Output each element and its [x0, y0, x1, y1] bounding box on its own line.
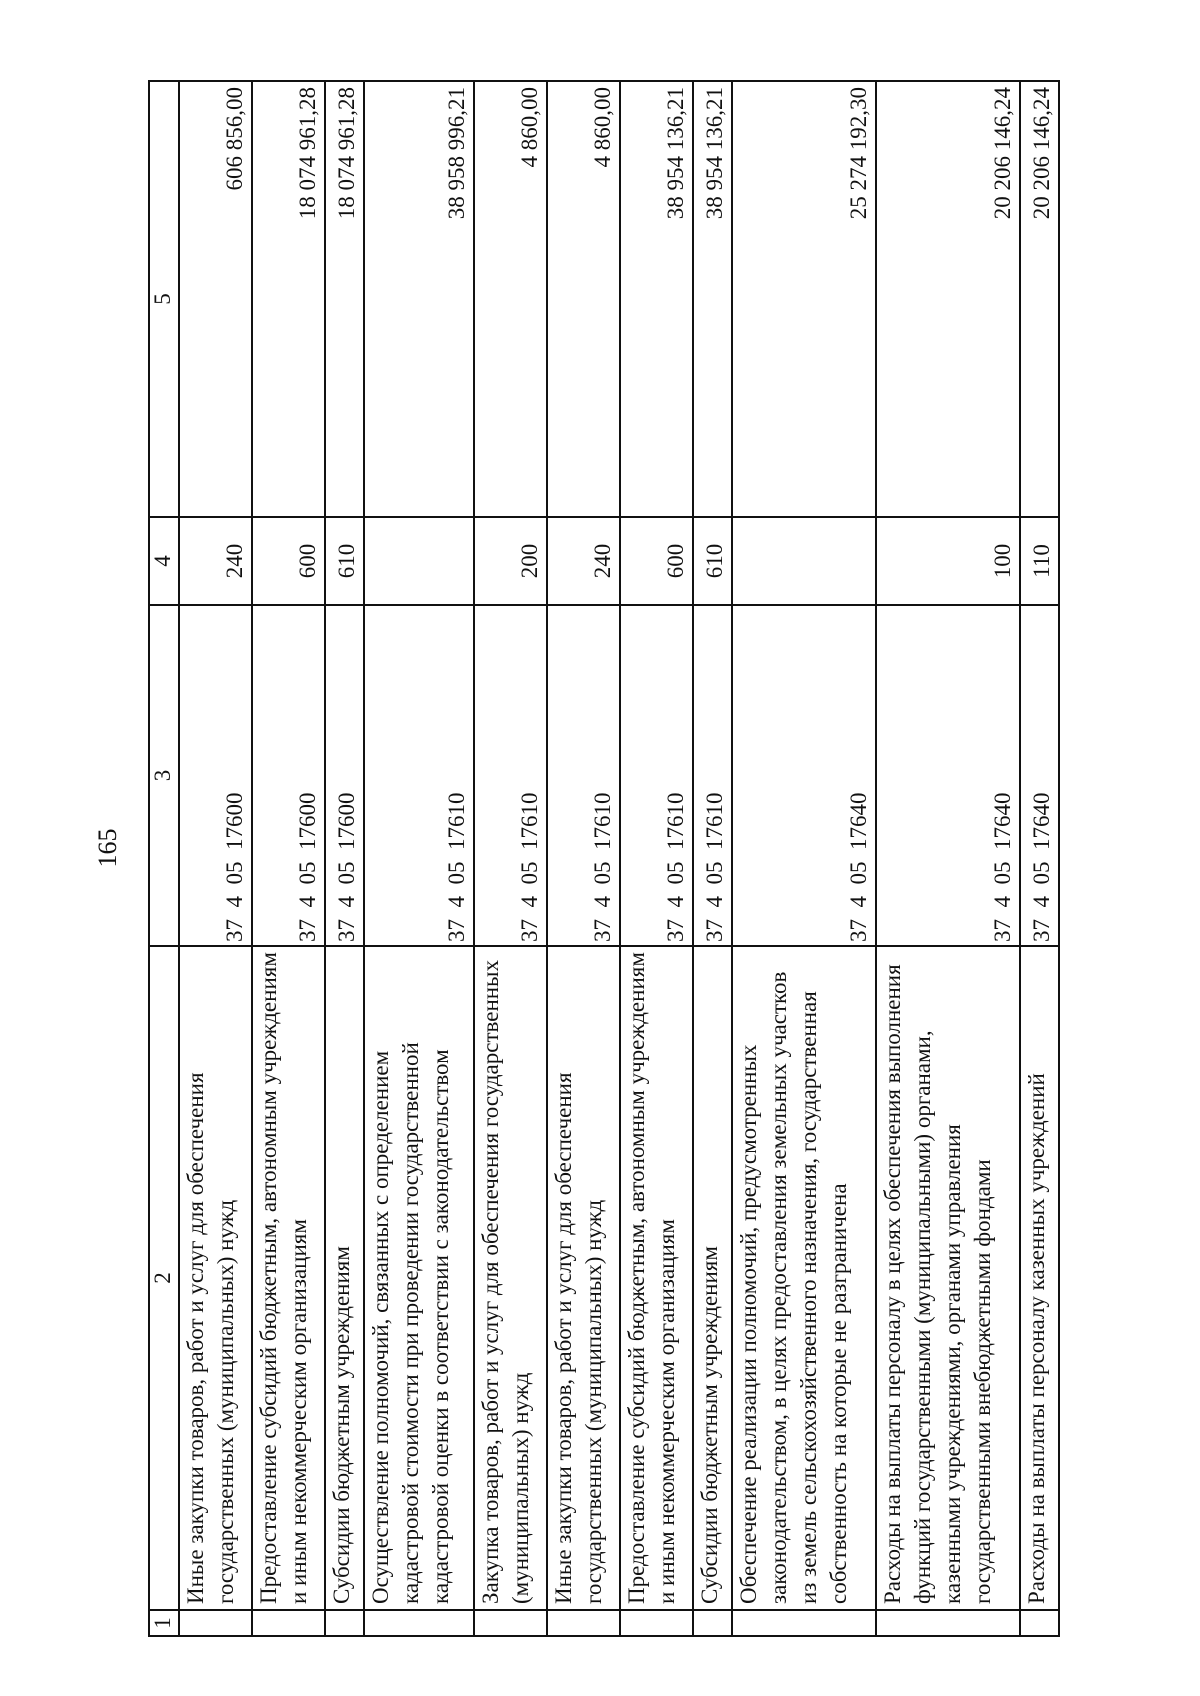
row-name: Расходы на выплаты персоналу в целях обеспечения выполнения функций государственными (муниципальными) органами, казенными учреждениями, органами управления государственными внебюджетными фондами — [876, 946, 1020, 1610]
row-type: 200 — [474, 517, 547, 605]
row-code: 37 4 05 17610 — [474, 605, 547, 946]
row-code: 37 4 05 17640 — [876, 605, 1020, 946]
row-type: 240 — [179, 517, 252, 605]
page-number: 165 — [93, 828, 122, 868]
row-name: Субсидии бюджетным учреждениям — [325, 946, 364, 1610]
budget-table-container — [148, 82, 1060, 1637]
row-amount: 38 954 136,21 — [620, 81, 693, 517]
row-code: 37 4 05 17640 — [1020, 605, 1059, 946]
row-type: 610 — [325, 517, 364, 605]
row-type: 600 — [620, 517, 693, 605]
table-row — [547, 81, 620, 1636]
row-number-cell — [474, 1610, 547, 1636]
row-amount: 18 074 961,28 — [252, 81, 325, 517]
table-row — [364, 81, 474, 1636]
col-header-3: 3 — [149, 605, 179, 946]
table-row — [179, 81, 252, 1636]
col-header-4: 4 — [149, 517, 179, 605]
table-row — [474, 81, 547, 1636]
row-code: 37 4 05 17610 — [620, 605, 693, 946]
table-row — [1020, 81, 1059, 1636]
row-type: 110 — [1020, 517, 1059, 605]
row-type: 240 — [547, 517, 620, 605]
row-amount: 18 074 961,28 — [325, 81, 364, 517]
row-code: 37 4 05 17600 — [325, 605, 364, 946]
row-type — [364, 517, 474, 605]
row-amount: 4 860,00 — [474, 81, 547, 517]
row-number-cell — [1020, 1610, 1059, 1636]
row-number-cell — [876, 1610, 1020, 1636]
row-number-cell — [693, 1610, 732, 1636]
row-type: 100 — [876, 517, 1020, 605]
row-number-cell — [179, 1610, 252, 1636]
row-name: Иные закупки товаров, работ и услуг для обеспечения государственных (муниципальных) нужд — [547, 946, 620, 1610]
row-name: Предоставление субсидий бюджетным, автономным учреждениям и иным некоммерческим организациям — [252, 946, 325, 1610]
row-name: Расходы на выплаты персоналу казенных учреждений — [1020, 946, 1059, 1610]
row-name: Предоставление субсидий бюджетным, автономным учреждениям и иным некоммерческим организациям — [620, 946, 693, 1610]
table-row — [732, 81, 876, 1636]
col-header-1: 1 — [149, 1610, 179, 1636]
row-code: 37 4 05 17640 — [732, 605, 876, 946]
row-amount: 20 206 146,24 — [1020, 81, 1059, 517]
budget-table — [148, 80, 1060, 1637]
row-amount: 25 274 192,30 — [732, 81, 876, 517]
row-code: 37 4 05 17600 — [179, 605, 252, 946]
col-header-2: 2 — [149, 946, 179, 1610]
row-name: Субсидии бюджетным учреждениям — [693, 946, 732, 1610]
row-name: Закупка товаров, работ и услуг для обеспечения государственных (муниципальных) нужд — [474, 946, 547, 1610]
row-code: 37 4 05 17600 — [252, 605, 325, 946]
row-name: Осуществление полномочий, связанных с определением кадастровой стоимости при проведении государственной кадастровой оценки в соответствии с законодательством — [364, 946, 474, 1610]
row-number-cell — [252, 1610, 325, 1636]
row-amount: 606 856,00 — [179, 81, 252, 517]
row-name: Иные закупки товаров, работ и услуг для обеспечения государственных (муниципальных) нужд — [179, 946, 252, 1610]
row-code: 37 4 05 17610 — [364, 605, 474, 946]
row-number-cell — [620, 1610, 693, 1636]
row-type — [732, 517, 876, 605]
row-number-cell — [547, 1610, 620, 1636]
row-name: Обеспечение реализации полномочий, предусмотренных законодательством, в целях предоставления земельных участков из земель сельскохозяйственного назначения, государственная собственность на которые не разграничена — [732, 946, 876, 1610]
table-row — [876, 81, 1020, 1636]
table-row — [693, 81, 732, 1636]
row-number-cell — [732, 1610, 876, 1636]
row-amount: 20 206 146,24 — [876, 81, 1020, 517]
table-row — [325, 81, 364, 1636]
row-type: 600 — [252, 517, 325, 605]
row-amount: 38 958 996,21 — [364, 81, 474, 517]
row-number-cell — [325, 1610, 364, 1636]
row-amount: 38 954 136,21 — [693, 81, 732, 517]
row-number-cell — [364, 1610, 474, 1636]
table-row — [252, 81, 325, 1636]
table-row — [620, 81, 693, 1636]
header-row — [149, 81, 179, 1636]
row-amount: 4 860,00 — [547, 81, 620, 517]
col-header-5: 5 — [149, 81, 179, 517]
row-code: 37 4 05 17610 — [693, 605, 732, 946]
row-type: 610 — [693, 517, 732, 605]
row-code: 37 4 05 17610 — [547, 605, 620, 946]
